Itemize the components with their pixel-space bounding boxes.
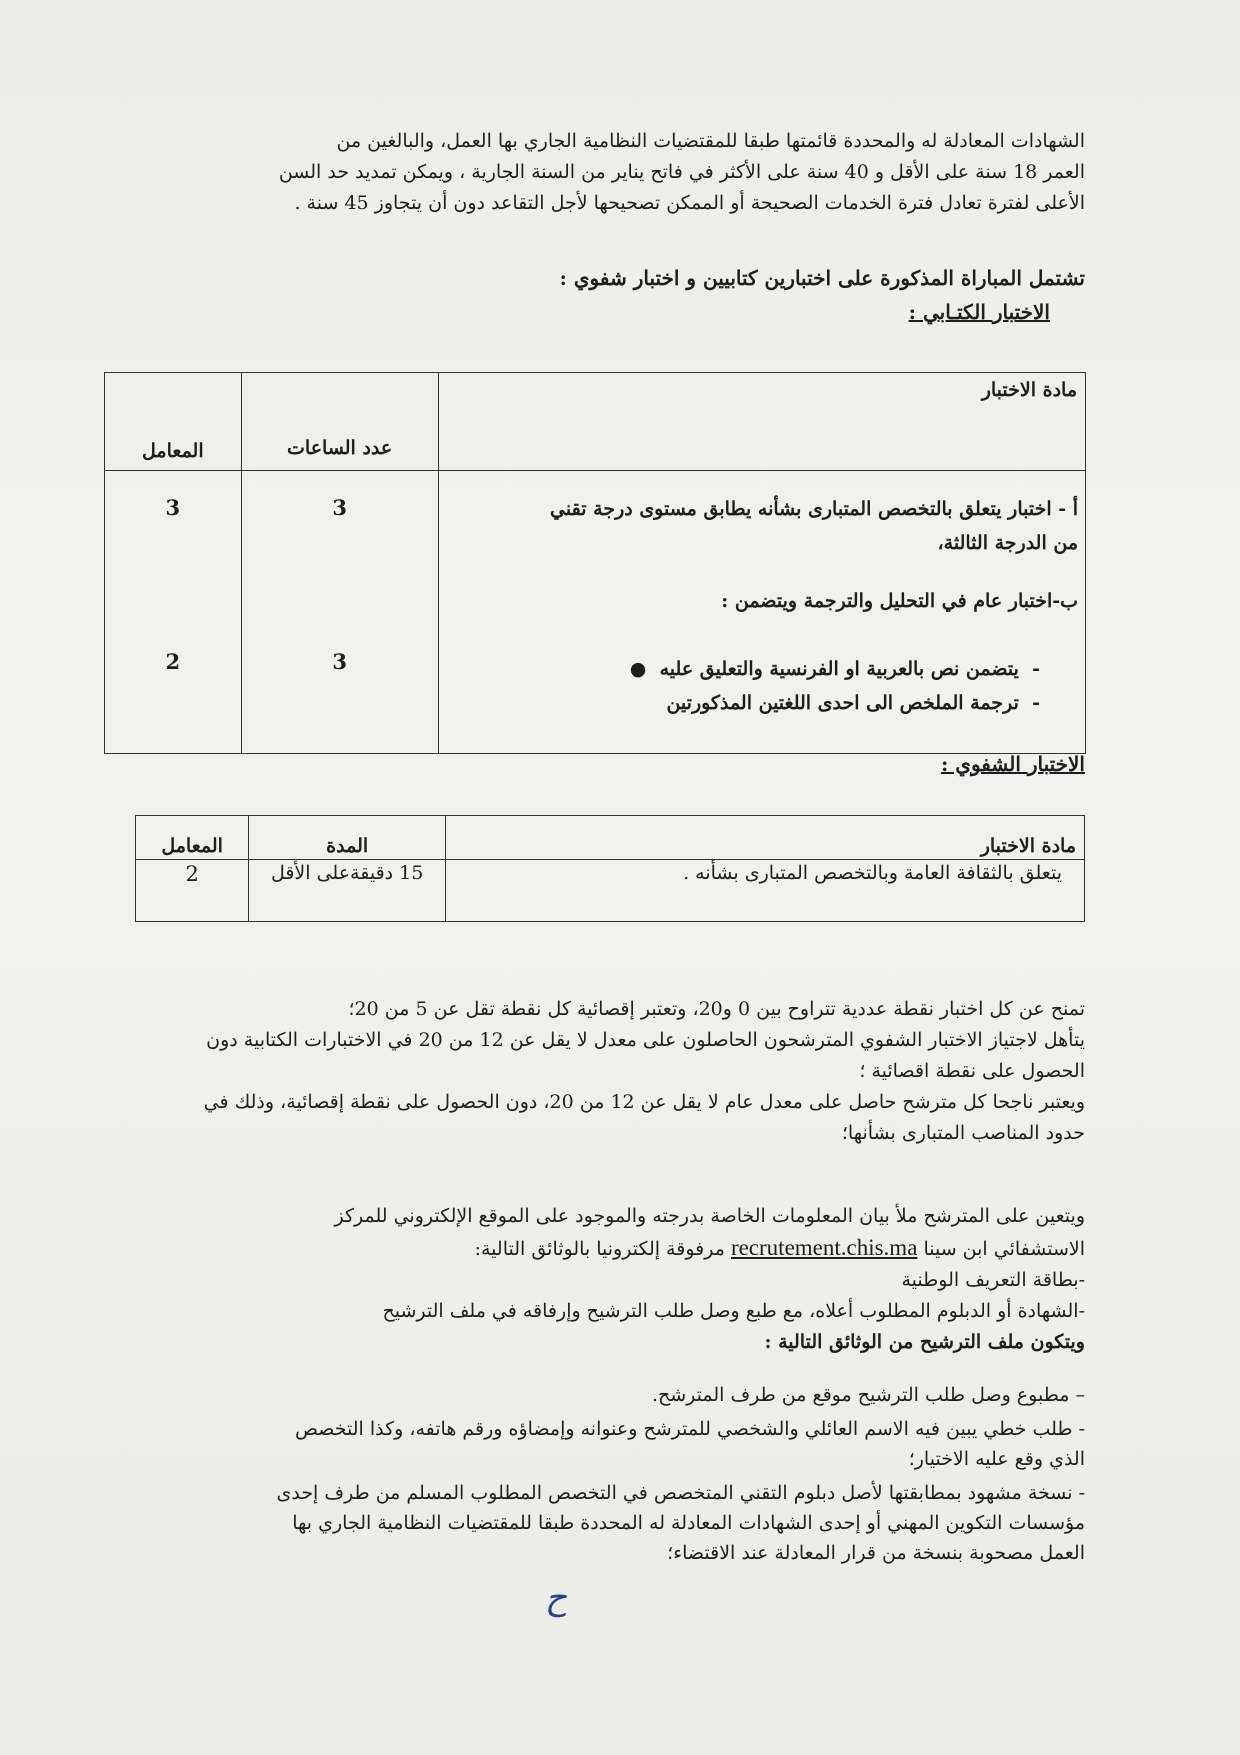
intro-line: الأعلى لفترة تعادل فترة الخدمات الصحيحة أو الممكن تصحيحها لأجل التقاعد دون أن يتجاوز 45 سنة . bbox=[294, 192, 1085, 214]
test-a-line: من الدرجة الثالثة، bbox=[937, 532, 1078, 554]
intro-line: العمر 18 سنة على الأقل و 40 سنة على الأكثر في فاتح يناير من السنة الجارية ، ويمكن تمديد حد السن bbox=[278, 161, 1085, 183]
grading-line: يتأهل لاجتياز الاختبار الشفوي المترشحون الحاصلون على معدل لا يقل عن 12 من 20 في الاختبارات الكتابية دون bbox=[206, 1029, 1085, 1051]
dossier-documents bbox=[130, 1380, 1085, 1568]
written-test-table bbox=[104, 372, 1086, 754]
exam-structure-intro: تشتمل المباراة المذكورة على اختبارين كتابيين و اختبار شفوي : bbox=[559, 266, 1085, 290]
handwritten-mark: ح bbox=[545, 1578, 567, 1618]
grading-line: ويعتبر ناجحا كل مترشح حاصل على معدل عام لا يقل عن 12 من 20، دون الحصول على نقطة إقصائية، وذلك في bbox=[203, 1091, 1085, 1113]
eligibility-paragraph bbox=[140, 126, 1085, 219]
grading-line: حدود المناصب المتبارى بشأنها؛ bbox=[841, 1122, 1085, 1144]
intro-line: الشهادات المعادلة له والمحددة قائمتها طبقا للمقتضيات النظامية الجاري بها العمل، والبالغين من bbox=[336, 130, 1085, 152]
oral-subject: يتعلق بالثقافة العامة وبالتخصص المتبارى بشأنه . bbox=[446, 860, 1085, 922]
dossier-item: العمل مصحوبة بنسخة من قرار المعادلة عند الاقتضاء؛ bbox=[667, 1542, 1085, 1564]
grading-line: الحصول على نقطة اقصائية ؛ bbox=[859, 1060, 1085, 1082]
oral-header-duration: المدة bbox=[249, 816, 446, 860]
oral-header-coefficient: المعامل bbox=[136, 816, 249, 860]
test-b-components bbox=[440, 652, 1078, 720]
test-b-coefficient: 2 bbox=[165, 649, 181, 674]
dossier-item: الذي وقع عليه الاختيار؛ bbox=[908, 1448, 1085, 1470]
application-instructions bbox=[135, 1201, 1085, 1358]
test-b-title: ب-اختبار عام في التحليل والترجمة ويتضمن : bbox=[721, 590, 1078, 612]
header-hours: عدد الساعات bbox=[241, 373, 438, 471]
grading-line: تمنح عن كل اختبار نقطة عددية تتراوح بين 0 و20، وتعتبر إقصائية كل نقطة تقل عن 5 من 20؛ bbox=[348, 998, 1085, 1020]
dossier-item: - طلب خطي يبين فيه الاسم العائلي والشخصي للمترشح وعنوانه وإمضاؤه ورقم هاتفه، وكذا التخصص bbox=[294, 1418, 1085, 1440]
oral-test-table bbox=[135, 815, 1085, 922]
written-coef-cell bbox=[105, 471, 242, 754]
test-b-hours: 3 bbox=[332, 649, 347, 674]
test-a-hours: 3 bbox=[332, 495, 347, 520]
dossier-heading: ويتكون ملف الترشيح من الوثائق التالية : bbox=[764, 1331, 1085, 1353]
test-a-line: أ - اختبار يتعلق بالتخصص المتبارى بشأنه يطابق مستوى درجة تقني bbox=[550, 498, 1078, 520]
written-test-heading: الاختبار الكتـابي : bbox=[908, 300, 1050, 324]
dossier-item: مؤسسات التكوين المهني أو إحدى الشهادات المعادلة له المحددة طبقا للمقتضيات النظامية الجاري بها bbox=[292, 1512, 1085, 1534]
written-hours-cell bbox=[241, 471, 438, 754]
test-a-coefficient: 3 bbox=[165, 495, 181, 520]
test-b-item: - يتضمن نص بالعربية او الفرنسية والتعليق عليه ● bbox=[629, 658, 1040, 680]
header-subject: مادة الاختبار bbox=[438, 373, 1085, 471]
grading-rules bbox=[120, 994, 1085, 1149]
recruitment-website-link[interactable]: recrutement.chis.ma bbox=[730, 1235, 918, 1260]
required-document: -الشهادة أو الدبلوم المطلوب أعلاه، مع طبع وصل طلب الترشيح وإرفاقه في ملف الترشيح bbox=[382, 1300, 1085, 1322]
oral-coefficient: 2 bbox=[136, 860, 249, 922]
dossier-item: - نسخة مشهود بمطابقتها لأصل دبلوم التقني المتخصص في التخصص المطلوب المسلم من طرف إحدى bbox=[276, 1482, 1085, 1504]
application-line: الاستشفائي ابن سينا recrutement.chis.ma مرفوقة إلكترونيا بالوثائق التالية: bbox=[474, 1235, 1085, 1260]
oral-duration: 15 دقيقةعلى الأقل bbox=[249, 860, 446, 922]
application-line: ويتعين على المترشح ملأ بيان المعلومات الخاصة بدرجته والموجود على الموقع الإلكتروني للمركز bbox=[334, 1205, 1085, 1227]
oral-header-subject: مادة الاختبار bbox=[446, 816, 1085, 860]
written-subjects-cell bbox=[438, 471, 1085, 754]
header-coefficient: المعامل bbox=[105, 373, 242, 471]
dossier-item: – مطبوع وصل طلب الترشيح موقع من طرف المترشح. bbox=[651, 1384, 1085, 1406]
oral-test-heading: الاختبار الشفوي : bbox=[940, 752, 1085, 776]
required-document: -بطاقة التعريف الوطنية bbox=[901, 1269, 1085, 1291]
test-b-item: - ترجمة الملخص الى احدى اللغتين المذكورتين bbox=[666, 692, 1040, 714]
